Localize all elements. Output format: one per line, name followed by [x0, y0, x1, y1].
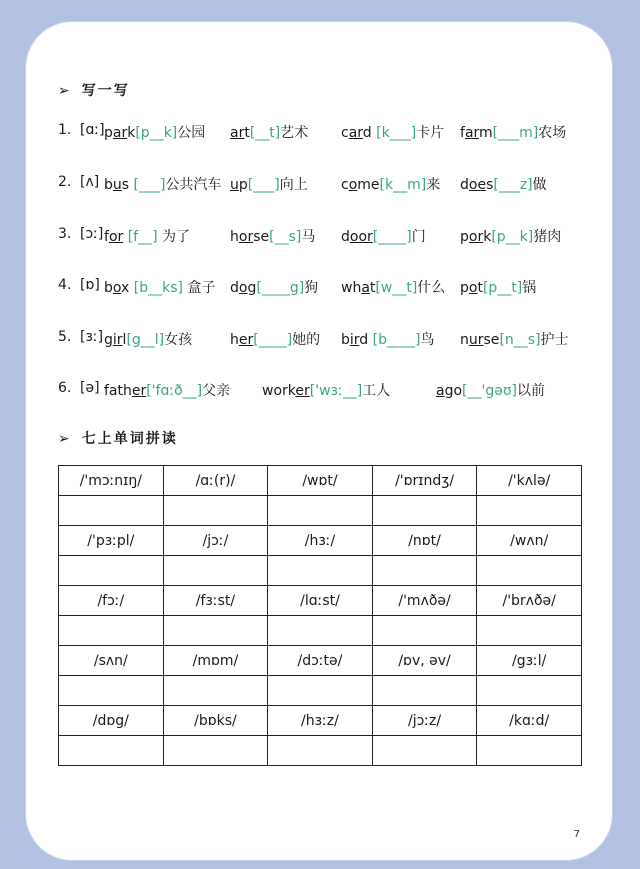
blank-field[interactable]: [__t]: [249, 125, 281, 141]
phonetic-cell: /dɔːtə/: [268, 646, 373, 676]
blank-field[interactable]: [___]: [247, 177, 280, 193]
blank-field[interactable]: [____g]: [256, 280, 305, 296]
arrow-icon: ➢: [58, 83, 72, 99]
row-phoneme: [ʌ]: [80, 174, 100, 190]
answer-cell[interactable]: [59, 556, 164, 586]
word-item: does[___z]做: [460, 177, 547, 193]
phonetic-cell: /jɔːz/: [372, 706, 477, 736]
answer-cell[interactable]: [268, 616, 373, 646]
blank-field[interactable]: [__'gəʊ]: [462, 383, 517, 399]
answer-row: [59, 556, 582, 586]
section-title-spelling: [58, 428, 178, 448]
answer-cell[interactable]: [372, 496, 477, 526]
answer-cell[interactable]: [477, 616, 582, 646]
phonetic-cell: /ɒv, əv/: [372, 646, 477, 676]
phonetic-cell: /nɒt/: [372, 526, 477, 556]
word-item: card [k___]卡片: [341, 125, 445, 141]
phonetic-cell: /ɑː(r)/: [163, 466, 268, 496]
page-number: 7: [573, 829, 580, 840]
blank-field[interactable]: [p__t]: [482, 280, 523, 296]
word-item: horse[__s]马: [230, 229, 316, 245]
blank-field[interactable]: ['fɑːð__]: [146, 383, 203, 399]
word-item: father['fɑːð__]父亲: [104, 383, 231, 399]
exercise-row: [58, 174, 598, 196]
row-number: 3.: [58, 226, 72, 242]
row-number: 1.: [58, 122, 72, 138]
answer-cell[interactable]: [477, 676, 582, 706]
answer-cell[interactable]: [372, 736, 477, 766]
table-row: [59, 526, 582, 556]
section-title-text: 写一写: [81, 83, 130, 99]
blank-field[interactable]: [__s]: [269, 229, 302, 245]
word-item: door[____]门: [341, 229, 426, 245]
answer-row: [59, 616, 582, 646]
phonetic-cell: /wɒt/: [268, 466, 373, 496]
answer-row: [59, 736, 582, 766]
phonetic-cell: /bɒks/: [163, 706, 268, 736]
word-item: nurse[n__s]护士: [460, 332, 569, 348]
blank-field[interactable]: [b____]: [368, 332, 421, 348]
blank-field[interactable]: ['wɜː__]: [309, 383, 363, 399]
exercise-row: [58, 122, 598, 144]
answer-cell[interactable]: [163, 556, 268, 586]
answer-cell[interactable]: [163, 496, 268, 526]
word-item: bus [___]公共汽车: [104, 177, 222, 193]
blank-field[interactable]: [___]: [129, 177, 166, 193]
row-number: 2.: [58, 174, 72, 190]
word-item: ago[__'gəʊ]以前: [436, 383, 545, 399]
phonetic-table: [58, 465, 582, 766]
blank-field[interactable]: [___z]: [493, 177, 533, 193]
phonetic-cell: /lɑːst/: [268, 586, 373, 616]
phonetic-cell: /mɒm/: [163, 646, 268, 676]
answer-cell[interactable]: [163, 616, 268, 646]
row-phoneme: [ɔː]: [80, 226, 104, 242]
phonetic-cell: /'ɒrɪndʒ/: [372, 466, 477, 496]
exercise-row: [58, 226, 598, 248]
blank-field[interactable]: [p__k]: [491, 229, 534, 245]
blank-field[interactable]: [p__k]: [135, 125, 178, 141]
table-row: [59, 646, 582, 676]
phonetic-cell: /'brʌðə/: [477, 586, 582, 616]
answer-cell[interactable]: [268, 676, 373, 706]
row-number: 6.: [58, 380, 72, 396]
word-item: dog[____g]狗: [230, 280, 319, 296]
exercise-row: [58, 380, 598, 402]
phonetic-cell: /kɑːd/: [477, 706, 582, 736]
blank-field[interactable]: [____]: [372, 229, 412, 245]
table-row: [59, 466, 582, 496]
answer-cell[interactable]: [59, 616, 164, 646]
word-item: bird [b____]鸟: [341, 332, 435, 348]
table-row: [59, 586, 582, 616]
answer-row: [59, 496, 582, 526]
word-item: pot[p__t]锅: [460, 280, 537, 296]
row-phoneme: [ə]: [80, 380, 100, 396]
word-item: what[w__t]什么: [341, 280, 446, 296]
blank-field[interactable]: [f__]: [123, 229, 158, 245]
phonetic-cell: /hɜːz/: [268, 706, 373, 736]
phonetic-cell: /gɜːl/: [477, 646, 582, 676]
answer-cell[interactable]: [477, 496, 582, 526]
answer-cell[interactable]: [372, 556, 477, 586]
word-item: worker['wɜː__]工人: [262, 383, 391, 399]
answer-cell[interactable]: [372, 676, 477, 706]
word-item: for [f__] 为了: [104, 229, 191, 245]
row-number: 5.: [58, 329, 72, 345]
answer-cell[interactable]: [163, 736, 268, 766]
word-item: farm[___m]农场: [460, 125, 567, 141]
phonetic-cell: /'mʌðə/: [372, 586, 477, 616]
answer-cell[interactable]: [163, 676, 268, 706]
answer-cell[interactable]: [477, 736, 582, 766]
blank-field[interactable]: [____]: [253, 332, 293, 348]
blank-field[interactable]: [k___]: [371, 125, 417, 141]
phonetic-cell: /'pɜːpl/: [59, 526, 164, 556]
phonetic-cell: /hɜː/: [268, 526, 373, 556]
word-item: girl[g__l]女孩: [104, 332, 193, 348]
row-phoneme: [ɑː]: [80, 122, 105, 138]
phonetic-cell: /'mɔːnɪŋ/: [59, 466, 164, 496]
answer-cell[interactable]: [268, 736, 373, 766]
phonetic-cell: /fɔː/: [59, 586, 164, 616]
worksheet-page: [26, 22, 612, 860]
word-item: box [b__ks] 盒子: [104, 280, 216, 296]
blank-field[interactable]: [n__s]: [499, 332, 541, 348]
row-phoneme: [ɒ]: [80, 277, 100, 293]
section-title-text: 七上单词拼读: [81, 431, 178, 447]
blank-field[interactable]: [k__m]: [379, 177, 427, 193]
answer-cell[interactable]: [59, 676, 164, 706]
word-item: up[___]向上: [230, 177, 308, 193]
answer-row: [59, 676, 582, 706]
phonetic-cell: /wʌn/: [477, 526, 582, 556]
word-item: pork[p__k]猪肉: [460, 229, 562, 245]
answer-cell[interactable]: [268, 556, 373, 586]
blank-field[interactable]: [___m]: [492, 125, 539, 141]
row-number: 4.: [58, 277, 72, 293]
answer-cell[interactable]: [59, 496, 164, 526]
phonetic-cell: /fɜːst/: [163, 586, 268, 616]
phonetic-cell: /dɒg/: [59, 706, 164, 736]
answer-cell[interactable]: [477, 556, 582, 586]
section-title-write: [58, 80, 130, 100]
answer-cell[interactable]: [59, 736, 164, 766]
word-item: art[__t]艺术: [230, 125, 309, 141]
blank-field[interactable]: [g__l]: [126, 332, 165, 348]
arrow-icon: ➢: [58, 431, 72, 447]
answer-cell[interactable]: [268, 496, 373, 526]
phonetic-cell: /jɔː/: [163, 526, 268, 556]
exercise-row: [58, 277, 598, 299]
word-item: her[____]她的: [230, 332, 321, 348]
word-item: come[k__m]来: [341, 177, 441, 193]
phonetic-cell: /'kʌlə/: [477, 466, 582, 496]
blank-field[interactable]: [b__ks]: [129, 280, 183, 296]
exercise-row: [58, 329, 598, 351]
answer-cell[interactable]: [372, 616, 477, 646]
table-row: [59, 706, 582, 736]
blank-field[interactable]: [w__t]: [375, 280, 418, 296]
row-phoneme: [ɜː]: [80, 329, 104, 345]
phonetic-cell: /sʌn/: [59, 646, 164, 676]
word-item: park[p__k]公园: [104, 125, 206, 141]
